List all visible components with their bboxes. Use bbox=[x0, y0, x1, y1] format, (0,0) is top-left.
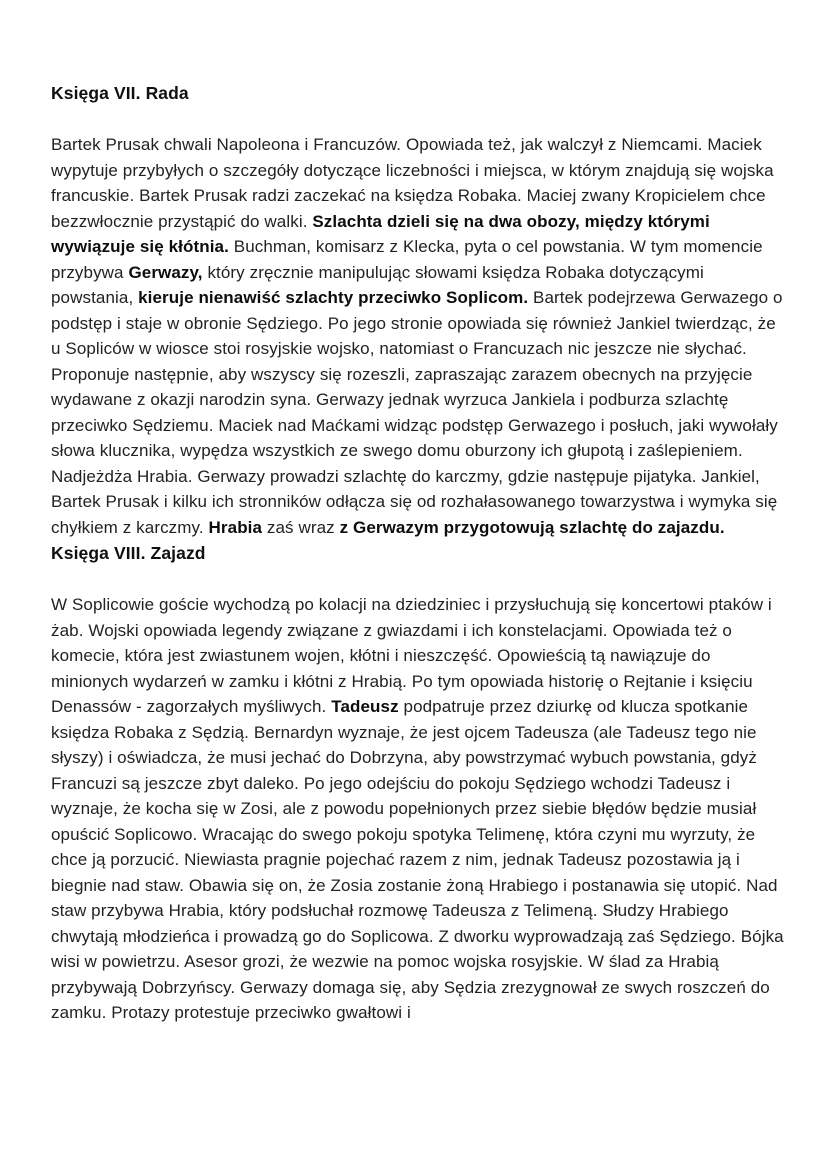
text-run: Buchman, komisarz z Klecka, pyta o cel powstania. W tym momencie przybywa bbox=[51, 237, 763, 282]
paragraph-ksiega-viii-summary bbox=[51, 592, 786, 1026]
bold-text-run: Gerwazy, bbox=[128, 262, 203, 282]
paragraph-ksiega-vii-summary bbox=[51, 132, 786, 540]
bold-text-run: Hrabia bbox=[208, 517, 263, 537]
heading-ksiega-vii-rada: Księga VII. Rada bbox=[51, 83, 189, 103]
bold-text-run: Tadeusz bbox=[331, 697, 399, 716]
section-ksiega-vii-rada bbox=[51, 80, 786, 540]
text-run: W Soplicowie goście wychodzą po kolacji na dziedziniec i przysłuchują się koncertowi ptaków i żab. Wojski opowiada legendy związane z gwiazdami i ich konstelacjami. Opowiada też o komecie, która jest zwiastunem wojen, kłótni i nieszczęść. Opowieścią tą nawiązuje do minionych wydarzeń w zamku i kłótni z Hrabią. Po tym opowiada historię o Rejtanie i księciu Denassów - zagorzałych myśliwych. bbox=[51, 595, 772, 716]
bold-text-run: Szlachta dzieli się na dwa obozy, między którymi wywiązuje się kłótnia. bbox=[51, 211, 710, 256]
bold-text-run: z Gerwazym przygotowują szlachtę do zajazdu. bbox=[339, 517, 725, 537]
heading-ksiega-viii-zajazd: Księga VIII. Zajazd bbox=[51, 543, 206, 563]
text-run: zaś wraz bbox=[262, 517, 340, 537]
text-run: Bartek Prusak chwali Napoleona i Francuzów. Opowiada też, jak walczył z Niemcami. Maciek wypytuje przybyłych o szczegóły dotyczące liczebności i miejsca, w którym znajdują się wojska francuskie. Bartek Prusak radzi zaczekać na księdza Robaka. Maciej zwany Kropicielem chce bezzwłocznie przystąpić do walki. bbox=[51, 135, 774, 231]
text-run: Bartek podejrzewa Gerwazego o podstęp i staje w obronie Sędziego. Po jego stronie opowiada się również Jankiel twierdząc, że u Sopliców w wiosce stoi rosyjskie wojsko, natomiast o Francuzach nic jeszcze nie słychać. Proponuje następnie, aby wszyscy się rozeszli, zapraszając zarazem obecnych na przyjęcie wydawane z okazji narodzin syna. Gerwazy jednak wyrzuca Jankiela i podburza szlachtę przeciwko Sędziemu. Maciek nad Maćkami widząc podstęp Gerwazego i posłuch, jaki wywołały słowa klucznika, wypędza wszystkich ze swego domu oburzony ich głupotą i zaślepieniem. Nadjeżdża Hrabia. Gerwazy prowadzi szlachtę do karczmy, gdzie następuje pijatyka. Jankiel, Bartek Prusak i kilku ich stronników odłącza się od rozhałasowanego towarzystwa i wymyka się chyłkiem z karczmy. bbox=[51, 288, 783, 537]
bold-text-run: kieruje nienawiść szlachty przeciwko Soplicom. bbox=[138, 288, 529, 307]
text-run: który zręcznie manipulując słowami księdza Robaka dotyczącymi powstania, bbox=[51, 262, 704, 307]
text-run: podpatruje przez dziurkę od klucza spotkanie księdza Robaka z Sędzią. Bernardyn wyznaje, że jest ojcem Tadeusza (ale Tadeusz tego nie słyszy) i oświadcza, że musi jechać do Dobrzyna, aby powstrzymać wybuch powstania, gdyż Francuzi są jeszcze zbyt daleko. Po jego odejściu do pokoju Sędziego wchodzi Tadeusz i wyznaje, że kocha się w Zosi, ale z powodu popełnionych przez siebie błędów będzie musiał opuścić Soplicowo. Wracając do swego pokoju spotyka Telimenę, która czyni mu wyrzuty, że chce ją porzucić. Niewiasta pragnie pojechać razem z nim, jednak Tadeusz pozostawia ją i biegnie nad staw. Obawia się on, że Zosia zostanie żoną Hrabiego i postanawia się utopić. Nad staw przybywa Hrabia, który podsłuchał rozmowę Tadeusza z Telimeną. Słudzy Hrabiego chwytają młodzieńca i prowadzą go do Soplicowa. Z dworku wyprowadzają zaś Sędziego. Bójka wisi w powietrzu. Asesor grozi, że wezwie na pomoc wojska rosyjskie. W ślad za Hrabią przybywają Dobrzyńscy. Gerwazy domaga się, aby Sędzia zrezygnował ze swych roszczeń do zamku. Protazy protestuje przeciwko gwałtowi i bbox=[51, 697, 784, 1022]
section-ksiega-viii-zajazd bbox=[51, 540, 786, 1026]
